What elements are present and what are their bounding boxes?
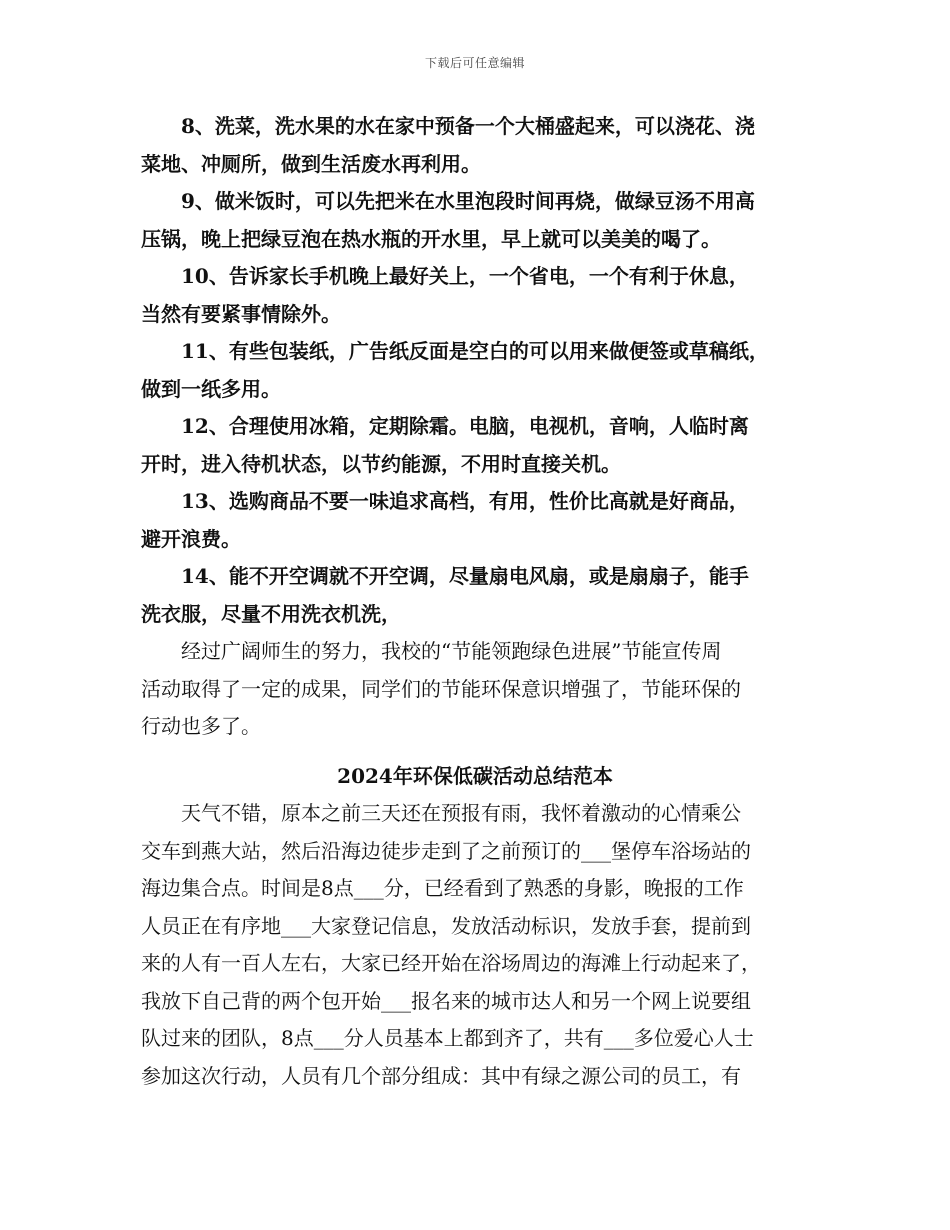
document-content xyxy=(141,108,809,1095)
body-line: 海边集合点。时间是8点___分，已经看到了熟悉的身影，晚报的工作 xyxy=(141,876,744,900)
body-paragraph xyxy=(141,795,809,1095)
tip-line: 洗衣服，尽量不用洗衣机洗， xyxy=(141,601,401,626)
tip-item-13 xyxy=(141,483,809,558)
tip-line: 13、选购商品不要一味追求高档，有用，性价比高就是好商品， xyxy=(181,489,749,513)
tip-item-8 xyxy=(141,108,809,183)
summary-line: 活动取得了一定的成果，同学们的节能环保意识增强了，节能环保的 xyxy=(141,676,741,701)
body-line: 来的人有一百人左右，大家已经开始在浴场周边的海滩上行动起来了， xyxy=(141,951,761,975)
tip-line: 11、有些包装纸，广告纸反面是空白的可以用来做便签或草稿纸， xyxy=(181,339,769,363)
tip-line: 14、能不开空调就不开空调，尽量扇电风扇，或是扇扇子，能手 xyxy=(181,564,749,588)
tip-line: 9、做米饭时，可以先把米在水里泡段时间再烧，做绿豆汤不用高 xyxy=(181,189,755,213)
page-header: 下载后可任意编辑 xyxy=(424,56,525,70)
body-line: 人员正在有序地___大家登记信息，发放活动标识，发放手套，提前到 xyxy=(141,913,751,938)
section-title: 2024年环保低碳活动总结范本 xyxy=(337,763,613,788)
tip-line: 12、合理使用冰箱，定期除霜。电脑，电视机，音响，人临时离 xyxy=(181,414,749,438)
body-line: 交车到燕大站，然后沿海边徒步走到了之前预订的___堡停车浴场站的 xyxy=(141,838,751,863)
tip-item-12 xyxy=(141,408,809,483)
tip-item-11 xyxy=(141,333,809,408)
body-line: 我放下自己背的两个包开始___报名来的城市达人和另一个网上说要组 xyxy=(141,988,751,1013)
tip-line: 菜地、冲厕所，做到生活废水再利用。 xyxy=(141,151,481,176)
summary-line: 经过广阔师生的努力，我校的“节能领跑绿色进展”节能宣传周 xyxy=(181,639,722,663)
tip-line: 10、告诉家长手机晚上最好关上，一个省电，一个有利于休息， xyxy=(181,264,749,288)
summary-paragraph xyxy=(141,633,809,746)
tip-item-10 xyxy=(141,258,809,333)
tip-item-9 xyxy=(141,183,809,258)
tip-line: 当然有要紧事情除外。 xyxy=(141,301,341,326)
body-line: 天气不错，原本之前三天还在预报有雨，我怀着激动的心情乘公 xyxy=(181,801,741,825)
tip-line: 8、洗菜，洗水果的水在家中预备一个大桶盛起来，可以浇花、浇 xyxy=(181,114,755,138)
tip-line: 压锅，晚上把绿豆泡在热水瓶的开水里，早上就可以美美的喝了。 xyxy=(141,226,721,251)
tip-line: 避开浪费。 xyxy=(141,526,241,551)
tip-item-14 xyxy=(141,558,809,633)
body-line: 参加这次行动，人员有几个部分组成：其中有绿之源公司的员工，有 xyxy=(141,1063,741,1088)
summary-line: 行动也多了。 xyxy=(141,714,261,738)
tip-line: 做到一纸多用。 xyxy=(141,376,281,401)
tip-line: 开时，进入待机状态，以节约能源，不用时直接关机。 xyxy=(141,451,621,476)
body-line: 队过来的团队，8点___分人员基本上都到齐了，共有___多位爱心人士 xyxy=(141,1026,754,1050)
